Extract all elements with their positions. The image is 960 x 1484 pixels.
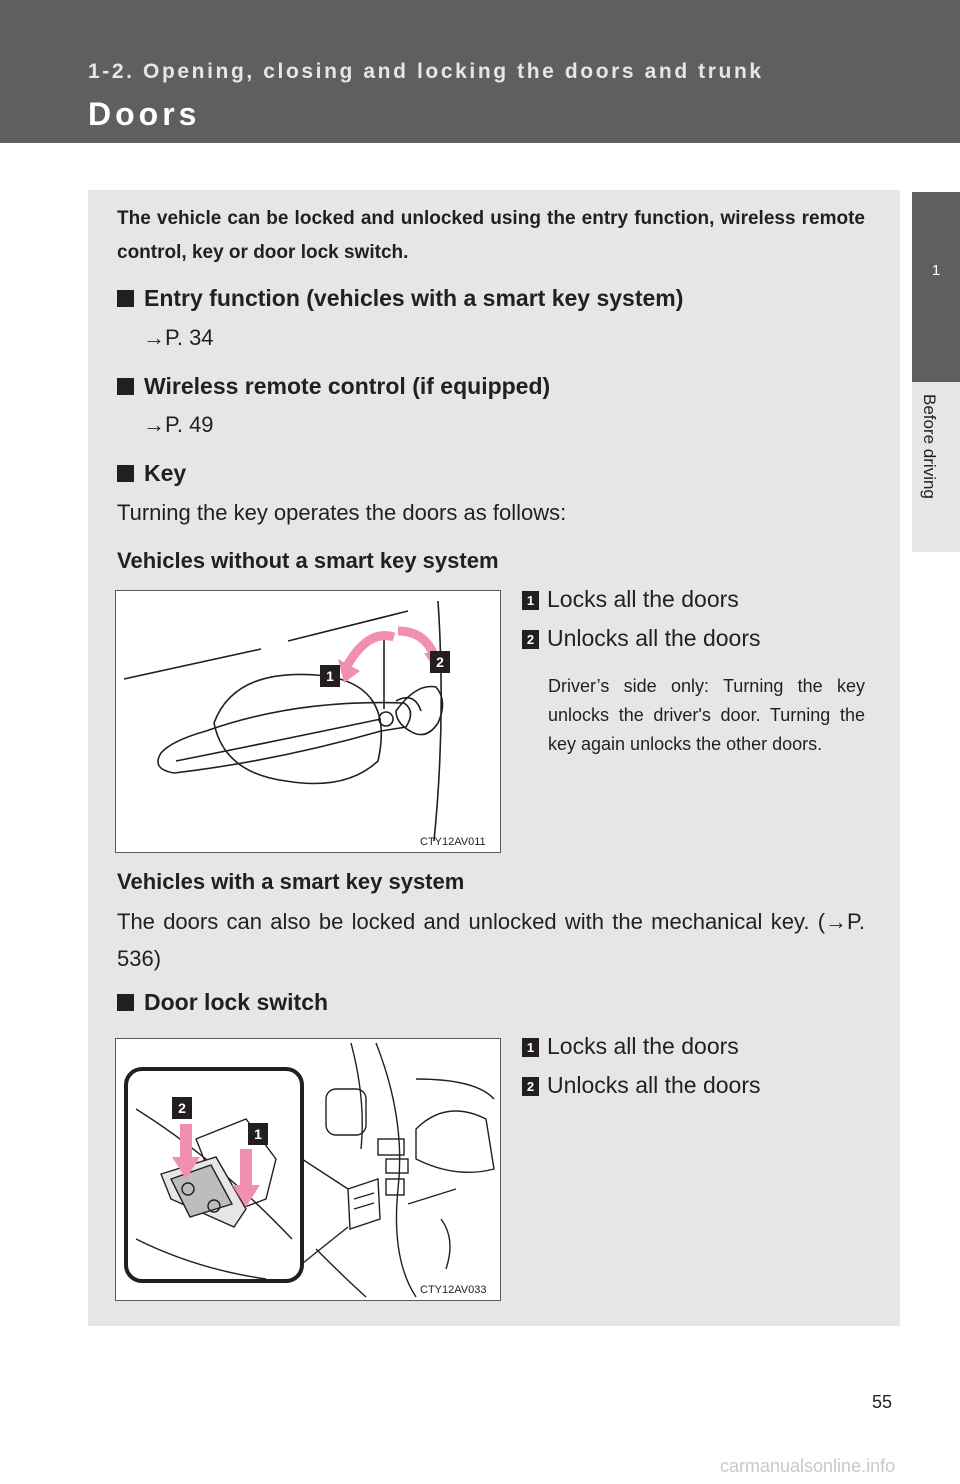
- page-ref-entry[interactable]: →P. 34: [143, 325, 214, 350]
- square-bullet-icon: [117, 378, 134, 395]
- arrow-icon: →: [825, 909, 848, 934]
- switch-step-unlock: 2 Unlocks all the doors: [522, 1072, 761, 1099]
- step-number-badge: 2: [522, 630, 539, 649]
- illustration-code: CTY12AV011: [420, 836, 486, 848]
- illustration-code: CTY12AV033: [420, 1284, 487, 1296]
- step-number-badge: 1: [522, 1038, 539, 1057]
- driver-side-note: Driver’s side only: Turning the key unlocks the driver's door. Turning the key again unlocks the other doors.: [548, 676, 865, 754]
- square-bullet-icon: [117, 465, 134, 482]
- callout-2-label: 2: [436, 654, 444, 670]
- page-ref-mechanical-key[interactable]: →P. 536: [117, 909, 865, 971]
- heading-entry-function: Entry function (vehicles with a smart key system): [117, 285, 683, 312]
- heading-door-lock-switch: Door lock switch: [117, 989, 328, 1016]
- callout-2-label: 2: [178, 1100, 186, 1116]
- step-unlock: 2 Unlocks all the doors: [522, 625, 761, 652]
- mechanical-key-body: The doors can also be locked and unlocked with the mechanical key. (→P. 536): [117, 909, 865, 971]
- step-lock: 1 Locks all the doors: [522, 586, 739, 613]
- key-body: Turning the key operates the doors as follows:: [117, 500, 567, 525]
- intro-text: The vehicle can be locked and unlocked using the entry function, wireless remote control, key or door lock switch.: [117, 208, 865, 263]
- subheading-without-smart-key: Vehicles without a smart key system: [117, 548, 499, 573]
- key-cylinder-illustration: [115, 590, 501, 853]
- heading-wireless-remote: Wireless remote control (if equipped): [117, 373, 550, 400]
- page-number: 55: [872, 1392, 893, 1412]
- arrow-icon: →: [143, 412, 165, 437]
- switch-step-lock: 1 Locks all the doors: [522, 1033, 739, 1060]
- step-number-badge: 1: [522, 591, 539, 610]
- square-bullet-icon: [117, 994, 134, 1011]
- page-ref-wireless[interactable]: →P. 49: [143, 412, 214, 437]
- square-bullet-icon: [117, 290, 134, 307]
- step-number-badge: 2: [522, 1077, 539, 1096]
- page-title: Doors: [88, 96, 201, 132]
- heading-key: Key: [117, 460, 186, 487]
- subheading-with-smart-key: Vehicles with a smart key system: [117, 869, 465, 894]
- section-label: 1-2. Opening, closing and locking the doors and trunk: [88, 60, 764, 83]
- chapter-number: 1: [931, 262, 941, 279]
- callout-1-label: 1: [254, 1126, 262, 1142]
- callout-1-label: 1: [326, 668, 334, 684]
- chapter-title: Before driving: [920, 394, 939, 499]
- door-switch-panel-drawing: [116, 1039, 500, 1300]
- chapter-tab[interactable]: [912, 192, 960, 382]
- watermark: carmanualsonline.info: [720, 1456, 896, 1476]
- door-lock-switch-illustration: [115, 1038, 501, 1301]
- arrow-icon: →: [143, 325, 165, 350]
- door-handle-key-drawing: [116, 591, 500, 852]
